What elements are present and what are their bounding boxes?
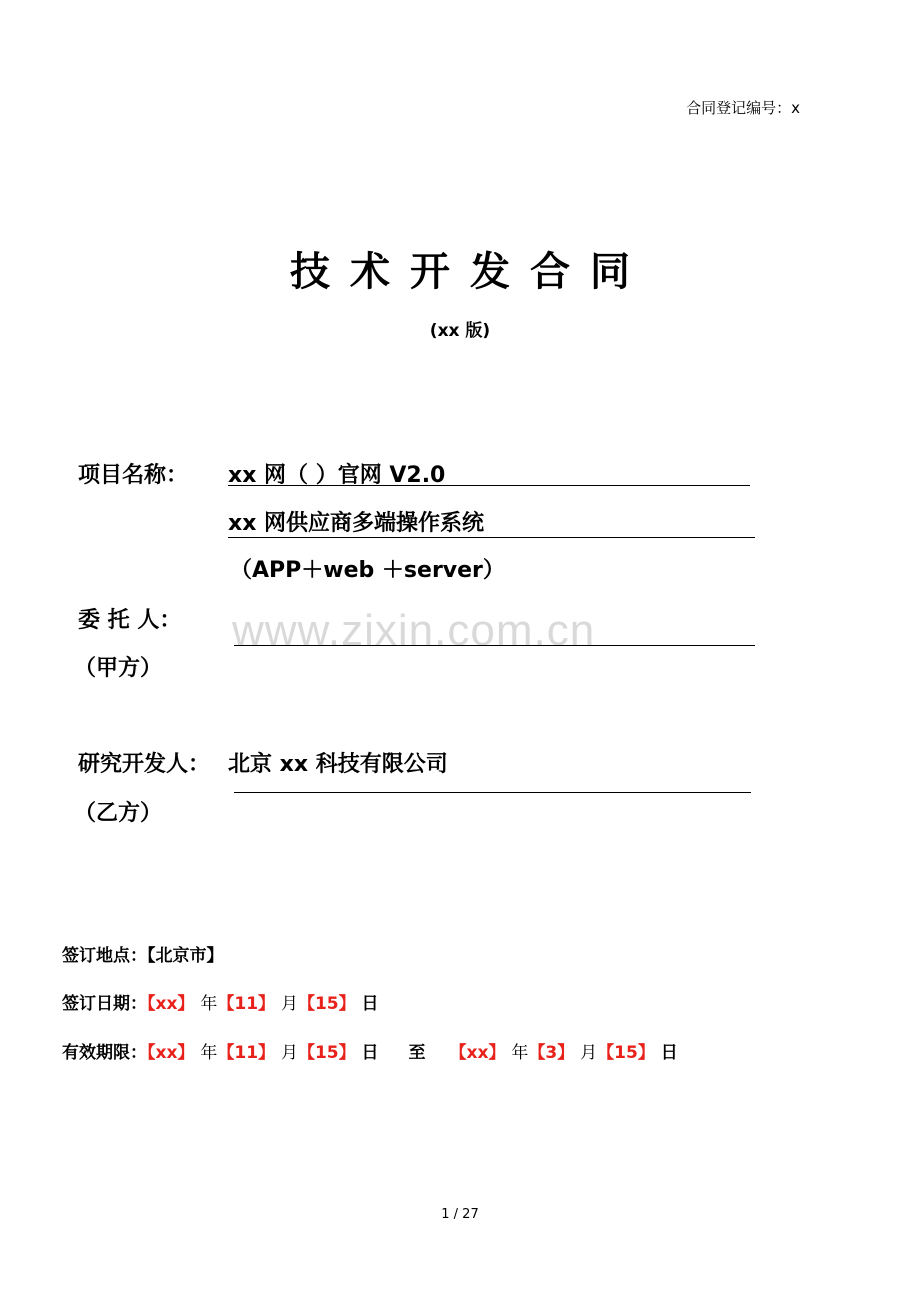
client-label: 委 托 人： [78, 608, 182, 633]
page-number: 1 / 27 [441, 1207, 479, 1222]
validity-from-day: 【15】 [297, 1043, 356, 1063]
document-title: 技术开发合同 [290, 249, 650, 295]
signing-date-label: 签订日期： [62, 994, 147, 1014]
validity-to-day: 【15】 [597, 1043, 655, 1063]
validity-to-month: 【3】 [528, 1043, 575, 1063]
signing-place-value: 【北京市】 [147, 946, 224, 966]
developer-underline [234, 792, 751, 793]
signing-date-month: 【11】 [217, 994, 276, 1014]
registration-number: 合同登记编号：x [686, 99, 800, 117]
client-party-label: （甲方） [74, 656, 163, 681]
signing-place-row [62, 941, 224, 966]
validity-to-month-unit: 月 [580, 1043, 598, 1063]
project-name-label: 项目名称： [78, 463, 189, 488]
validity-from-year-unit: 年 [200, 1043, 218, 1063]
developer-name: 北京 xx 科技有限公司 [228, 752, 448, 777]
signing-date-month-unit: 月 [280, 994, 298, 1014]
validity-from-month: 【11】 [217, 1043, 276, 1063]
signing-date-year: 【xx】 [147, 994, 195, 1014]
project-name-underline-1 [228, 485, 750, 486]
validity-to-year: 【xx】 [449, 1043, 506, 1063]
project-name-line3: （APP＋web ＋server） [230, 558, 505, 583]
validity-to-day-unit: 日 [660, 1043, 678, 1063]
project-name-line1: xx 网（ ）官网 V2.0 [228, 463, 446, 488]
signing-date-row [62, 989, 379, 1014]
validity-label: 有效期限： [62, 1043, 147, 1063]
signing-date-year-unit: 年 [200, 994, 218, 1014]
project-name-line2: xx 网供应商多端操作系统 [228, 511, 485, 536]
validity-from-day-unit: 日 [361, 1043, 379, 1063]
validity-from-month-unit: 月 [280, 1043, 298, 1063]
developer-party-label: （乙方） [74, 801, 163, 826]
project-name-underline-2 [228, 537, 755, 538]
validity-from-year: 【xx】 [147, 1043, 195, 1063]
watermark: www.zixin.com.cn [232, 606, 596, 655]
developer-label: 研究开发人： [78, 752, 211, 777]
document-version: (xx 版) [429, 321, 491, 341]
validity-row [62, 1038, 678, 1063]
signing-place-label: 签订地点： [62, 946, 147, 966]
client-underline [234, 645, 755, 646]
validity-to-word: 至 [408, 1043, 426, 1063]
signing-date-day: 【15】 [297, 994, 356, 1014]
validity-to-year-unit: 年 [511, 1043, 529, 1063]
signing-date-day-unit: 日 [361, 994, 379, 1014]
